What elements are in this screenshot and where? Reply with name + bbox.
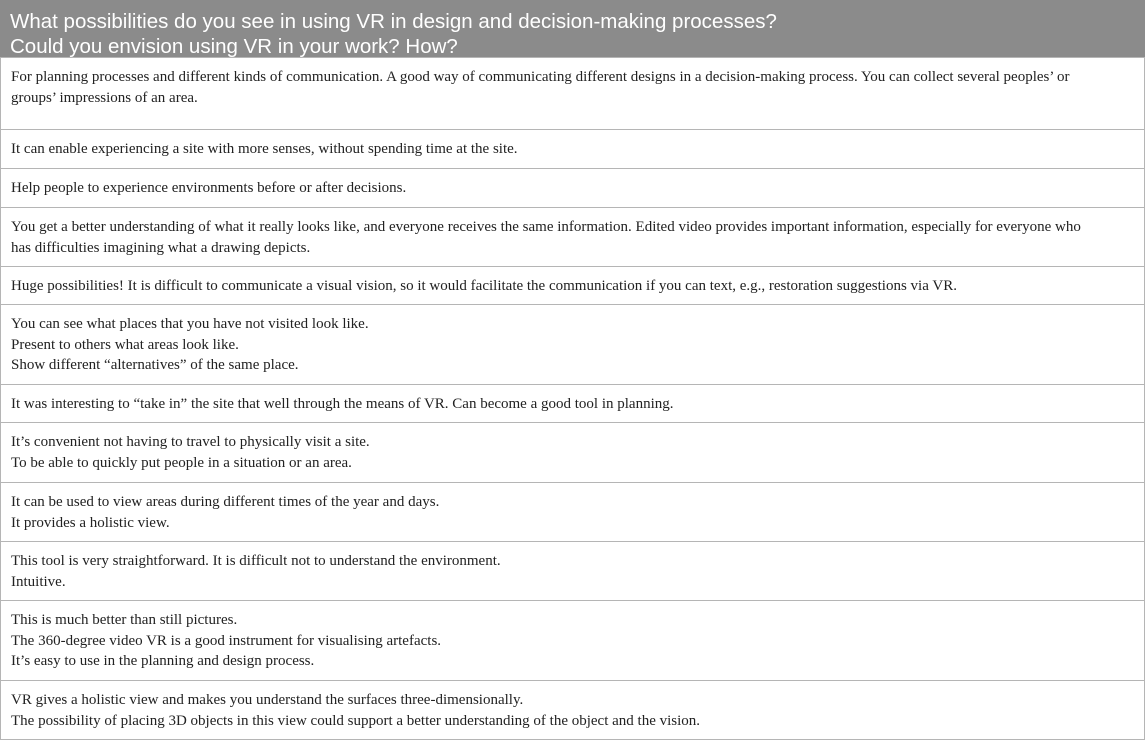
table-row xyxy=(0,542,1145,601)
table-row xyxy=(0,483,1145,542)
response-text: You get a better understanding of what it really looks like, and everyone receives the same information. Edited video provides important information, especially for everyone who xyxy=(11,219,1081,235)
response-text: Present to others what areas look like. xyxy=(11,336,239,353)
response-text: To be able to quickly put people in a situation or an area. xyxy=(11,454,352,471)
response-text: It’s convenient not having to travel to physically visit a site. xyxy=(11,434,370,450)
response-text: has difficulties imagining what a drawing depicts. xyxy=(11,239,311,256)
table-row xyxy=(0,208,1145,267)
header-question-2: Could you envision using VR in your work? How? xyxy=(10,35,458,58)
response-text: VR gives a holistic view and makes you understand the surfaces three-dimensionally. xyxy=(11,692,524,708)
table-header xyxy=(0,0,1145,58)
table-row xyxy=(0,681,1145,740)
header-question-1: What possibilities do you see in using VR in design and decision-making processes? xyxy=(10,10,777,33)
response-text: For planning processes and different kinds of communication. A good way of communicating different designs in a decision-making process. You can collect several peoples’ or xyxy=(11,69,1070,85)
table-row xyxy=(0,58,1145,130)
table-row xyxy=(0,130,1145,169)
response-text: Huge possibilities! It is difficult to communicate a visual vision, so it would facilitate the communication if you can text, e.g., restoration suggestions via VR. xyxy=(11,278,957,294)
response-text: The 360-degree video VR is a good instrument for visualising artefacts. xyxy=(11,632,442,649)
response-text: It was interesting to “take in” the site that well through the means of VR. Can become a good tool in planning. xyxy=(11,396,674,412)
table-row xyxy=(0,423,1145,483)
table-row xyxy=(0,267,1145,305)
response-text: It can be used to view areas during different times of the year and days. xyxy=(11,494,440,510)
response-text: It provides a holistic view. xyxy=(11,514,170,531)
table-row xyxy=(0,385,1145,423)
response-text: This tool is very straightforward. It is difficult not to understand the environment. xyxy=(11,553,501,569)
response-text: The possibility of placing 3D objects in this view could support a better understanding of the object and the vision. xyxy=(11,712,701,729)
response-text: Help people to experience environments before or after decisions. xyxy=(11,180,407,196)
table-row xyxy=(0,601,1145,681)
table-row xyxy=(0,169,1145,208)
response-text: You can see what places that you have not visited look like. xyxy=(11,316,369,332)
table-row xyxy=(0,305,1145,385)
response-text: It’s easy to use in the planning and design process. xyxy=(11,653,315,669)
response-text: It can enable experiencing a site with more senses, without spending time at the site. xyxy=(11,141,518,157)
response-text: groups’ impressions of an area. xyxy=(11,89,198,106)
response-text: Intuitive. xyxy=(11,573,66,590)
response-text: This is much better than still pictures. xyxy=(11,612,238,628)
response-text: Show different “alternatives” of the same place. xyxy=(11,357,299,373)
